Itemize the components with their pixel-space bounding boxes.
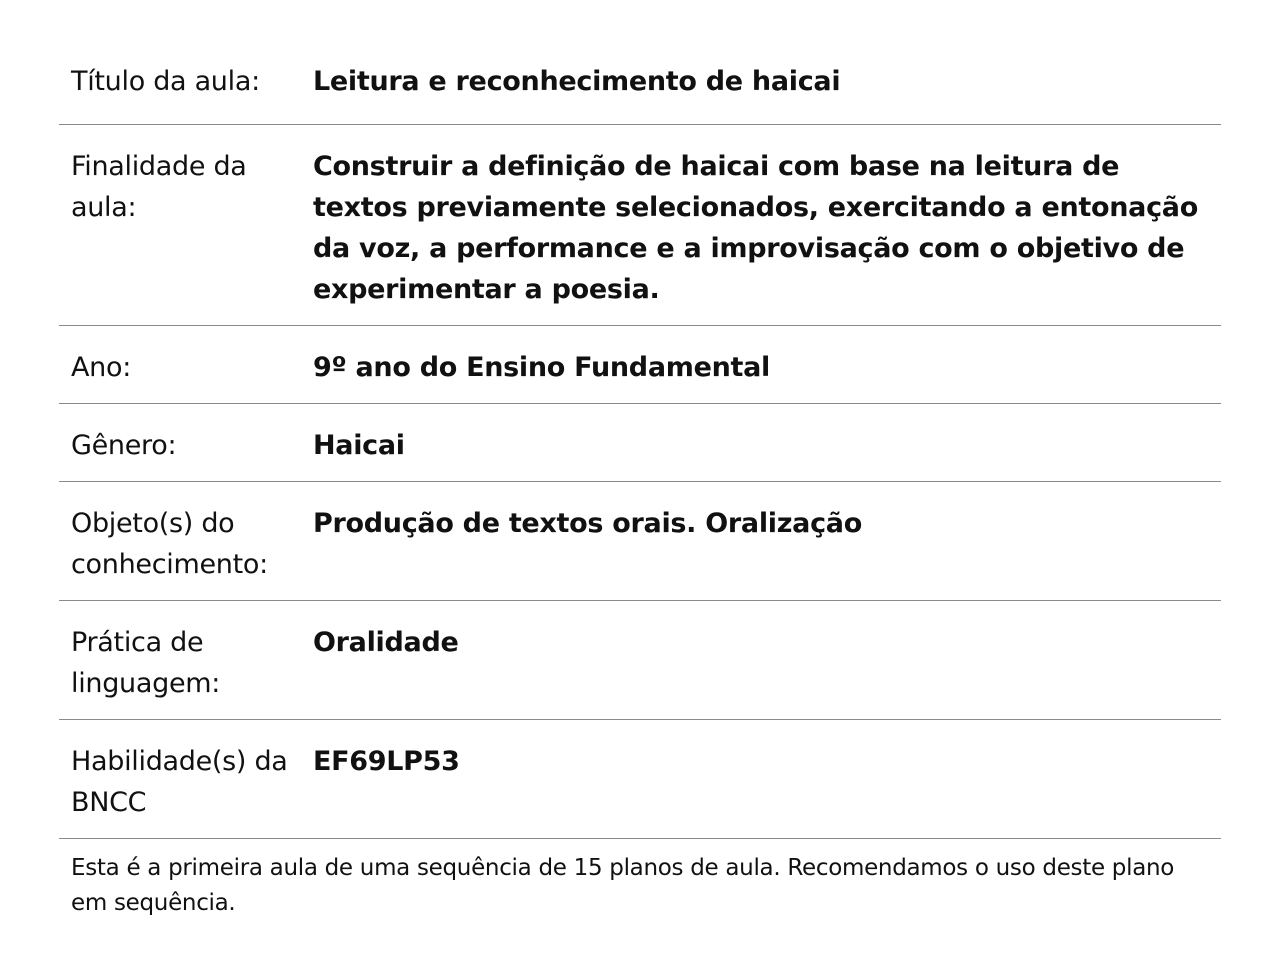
row-label: Título da aula: bbox=[59, 41, 300, 125]
table-row-school-year bbox=[59, 326, 1221, 404]
row-label: Habilidade(s) da BNCC bbox=[59, 720, 300, 839]
row-value: Haicai bbox=[300, 404, 1221, 482]
sequence-note: Esta é a primeira aula de uma sequência de 15 planos de aula. Recomendamos o uso deste plano em sequência. bbox=[71, 855, 1175, 916]
row-value: 9º ano do Ensino Fundamental bbox=[300, 326, 1221, 404]
table-row-lesson-title bbox=[59, 41, 1221, 125]
row-value: Oralidade bbox=[300, 601, 1221, 720]
lesson-plan-document bbox=[59, 41, 1221, 921]
row-value: Produção de textos orais. Oralização bbox=[300, 482, 1221, 601]
row-label: Gênero: bbox=[59, 404, 300, 482]
row-label: Objeto(s) do conhecimento: bbox=[59, 482, 300, 601]
row-label: Finalidade da aula: bbox=[59, 125, 300, 326]
table-row-bncc-skills bbox=[59, 720, 1221, 839]
table-row-lesson-purpose bbox=[59, 125, 1221, 326]
table-row-knowledge-objects bbox=[59, 482, 1221, 601]
table-row-language-practice bbox=[59, 601, 1221, 720]
table-row-genre bbox=[59, 404, 1221, 482]
row-value: Leitura e reconhecimento de haicai bbox=[300, 41, 1221, 125]
lesson-info-table bbox=[59, 41, 1221, 839]
row-value: Construir a definição de haicai com base na leitura de textos previamente selecionados, exercitando a entonação da voz, a performance e a improvisação com o objetivo de experimentar a poesia. bbox=[300, 125, 1221, 326]
row-label: Prática de linguagem: bbox=[59, 601, 300, 720]
row-value: EF69LP53 bbox=[300, 720, 1221, 839]
row-label: Ano: bbox=[59, 326, 300, 404]
